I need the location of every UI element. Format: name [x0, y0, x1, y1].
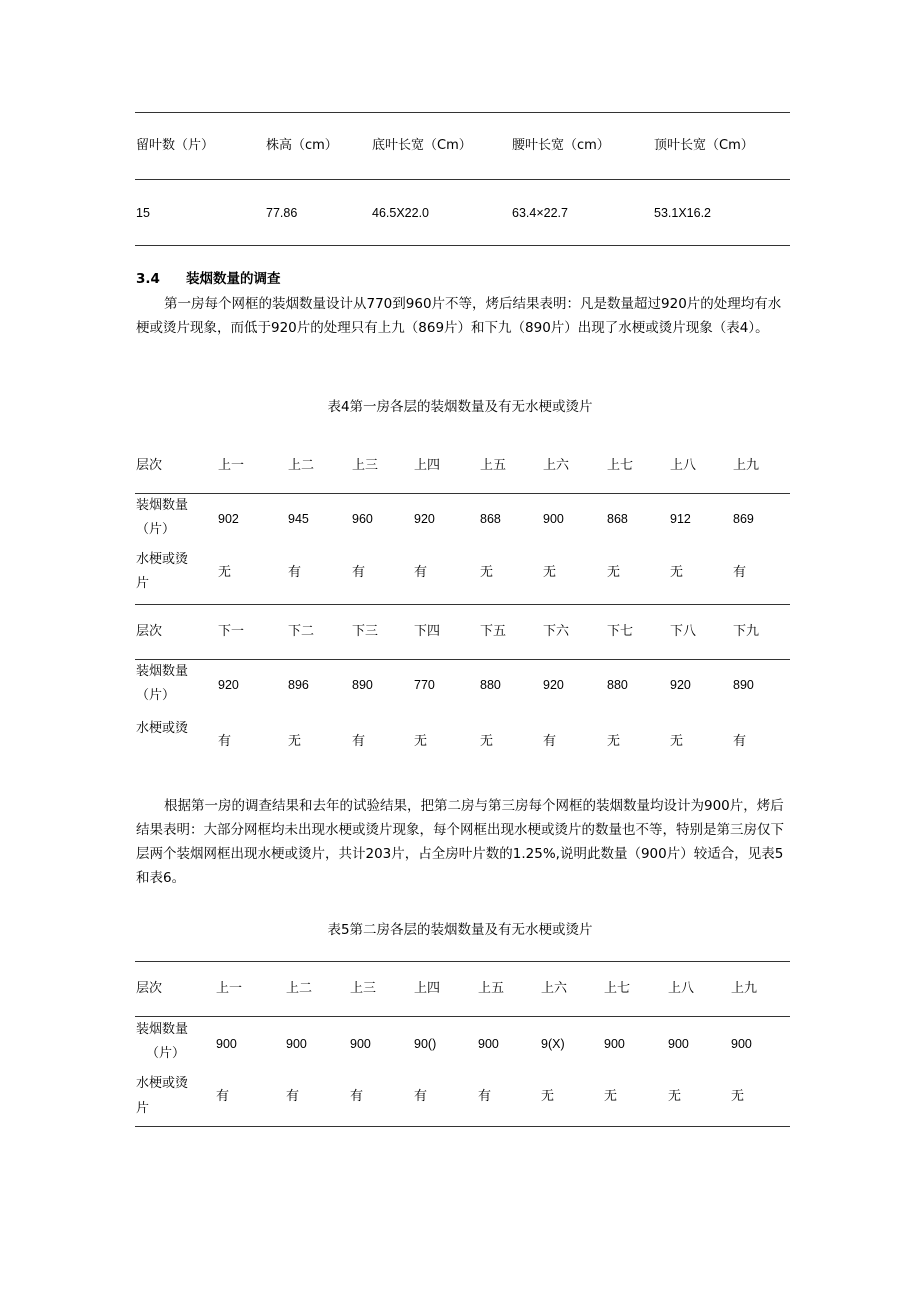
row-label-count: （片） [136, 522, 176, 537]
table-cell: 869 [733, 512, 754, 526]
row-label-issue: 水梗或烫 [136, 721, 189, 736]
table-cell: 960 [352, 512, 373, 526]
column-header: 上六 [543, 458, 570, 473]
table-rule [135, 493, 790, 494]
table-cell: 900 [668, 1037, 689, 1051]
column-header: 上八 [670, 458, 697, 473]
table-cell: 有 [288, 565, 302, 580]
table-cell: 868 [607, 512, 628, 526]
column-header: 上八 [668, 981, 695, 996]
table-rule [135, 112, 790, 113]
table-header-cell: 顶叶长宽（Cm） [654, 138, 754, 153]
table-cell: 有 [352, 734, 366, 749]
table-cell: 900 [543, 512, 564, 526]
table-cell: 有 [414, 565, 428, 580]
table-cell: 有 [733, 565, 747, 580]
table-header-cell: 株高（cm） [266, 138, 338, 153]
column-header: 下七 [607, 624, 634, 639]
column-header: 上四 [414, 458, 441, 473]
table-cell: 有 [414, 1089, 428, 1104]
table-cell: 900 [286, 1037, 307, 1051]
table-cell: 无 [541, 1089, 555, 1104]
table-cell: 46.5X22.0 [372, 206, 429, 220]
table-cell: 有 [350, 1089, 364, 1104]
row-label-issue: 水梗或烫 [136, 1076, 189, 1091]
row-label-layer: 层次 [136, 458, 163, 473]
table-cell: 无 [731, 1089, 745, 1104]
row-label-issue: 片 [136, 1101, 150, 1116]
table-cell: 912 [670, 512, 691, 526]
table-cell: 880 [607, 678, 628, 692]
table-rule [135, 659, 790, 660]
table-cell: 有 [352, 565, 366, 580]
table-cell: 有 [543, 734, 557, 749]
table-cell: 有 [216, 1089, 230, 1104]
section-number: 3.4 [136, 271, 160, 287]
column-header: 上二 [288, 458, 315, 473]
row-label-issue: 片 [136, 576, 150, 591]
table-cell: 无 [604, 1089, 618, 1104]
table-5-caption: 表5第二房各层的装烟数量及有无水梗或烫片 [327, 922, 593, 938]
table-rule [135, 1126, 790, 1127]
paragraph-1: 第一房每个网框的装烟数量设计从770到960片不等，烤后结果表明：凡是数量超过920片的处理均有水梗或烫片现象，而低于920片的处理只有上九（869片）和下九（890片）出现了水梗或烫片现象（表4）。 [136, 296, 782, 336]
column-header: 下八 [670, 624, 697, 639]
column-header: 下九 [733, 624, 760, 639]
table-cell: 无 [480, 565, 494, 580]
row-label-count: 装烟数量 [136, 664, 189, 679]
table-rule [135, 961, 790, 962]
table-cell: 920 [543, 678, 564, 692]
table-cell: 无 [218, 565, 232, 580]
table-cell: 890 [352, 678, 373, 692]
row-label-count: （片） [136, 688, 176, 703]
table-cell: 63.4×22.7 [512, 206, 568, 220]
column-header: 下四 [414, 624, 441, 639]
column-header: 下三 [352, 624, 379, 639]
row-label-layer: 层次 [136, 624, 163, 639]
table-4-caption: 表4第一房各层的装烟数量及有无水梗或烫片 [327, 399, 593, 415]
row-label-layer: 层次 [136, 981, 163, 996]
table-cell: 无 [414, 734, 428, 749]
table-cell: 有 [478, 1089, 492, 1104]
table-cell: 无 [480, 734, 494, 749]
row-label-count: 装烟数量 [136, 1022, 189, 1037]
table-cell: 53.1X16.2 [654, 206, 711, 220]
table-cell: 868 [480, 512, 501, 526]
table-cell: 有 [733, 734, 747, 749]
column-header: 下五 [480, 624, 507, 639]
table-rule [135, 179, 790, 180]
table-cell: 无 [668, 1089, 682, 1104]
table-cell: 890 [733, 678, 754, 692]
section-title: 装烟数量的调查 [186, 271, 281, 287]
table-header-cell: 腰叶长宽（cm） [512, 138, 610, 153]
column-header: 上二 [286, 981, 313, 996]
row-label-count: 装烟数量 [136, 498, 189, 513]
column-header: 上七 [604, 981, 631, 996]
table-cell: 无 [607, 734, 621, 749]
table-rule [135, 604, 790, 605]
table-header-cell: 留叶数（片） [136, 138, 215, 153]
table-cell: 945 [288, 512, 309, 526]
row-label-count: （片） [146, 1046, 186, 1061]
table-cell: 有 [218, 734, 232, 749]
column-header: 上三 [350, 981, 377, 996]
table-cell: 900 [216, 1037, 237, 1051]
table-cell: 无 [288, 734, 302, 749]
table-cell: 77.86 [266, 206, 298, 220]
column-header: 上四 [414, 981, 441, 996]
column-header: 上五 [480, 458, 507, 473]
column-header: 下二 [288, 624, 315, 639]
table-rule [135, 245, 790, 246]
table-cell: 无 [670, 565, 684, 580]
table-cell: 920 [218, 678, 239, 692]
table-cell: 有 [286, 1089, 300, 1104]
table-cell: 无 [670, 734, 684, 749]
table-cell: 9(X) [541, 1037, 565, 1051]
table-header-cell: 底叶长宽（Cm） [372, 138, 472, 153]
column-header: 上五 [478, 981, 505, 996]
table-cell: 900 [731, 1037, 752, 1051]
column-header: 上九 [733, 458, 760, 473]
table-cell: 770 [414, 678, 435, 692]
column-header: 下一 [218, 624, 245, 639]
column-header: 上七 [607, 458, 634, 473]
table-cell: 900 [478, 1037, 499, 1051]
table-cell: 896 [288, 678, 309, 692]
table-cell: 无 [607, 565, 621, 580]
table-cell: 900 [350, 1037, 371, 1051]
table-cell: 902 [218, 512, 239, 526]
column-header: 上六 [541, 981, 568, 996]
table-cell: 920 [414, 512, 435, 526]
table-cell: 90() [414, 1037, 437, 1051]
table-cell: 920 [670, 678, 691, 692]
table-cell: 无 [543, 565, 557, 580]
row-label-issue: 水梗或烫 [136, 552, 189, 567]
column-header: 下六 [543, 624, 570, 639]
table-cell: 15 [136, 206, 150, 220]
table-cell: 900 [604, 1037, 625, 1051]
column-header: 上三 [352, 458, 379, 473]
column-header: 上一 [218, 458, 245, 473]
table-rule [135, 1016, 790, 1017]
paragraph-2: 根据第一房的调查结果和去年的试验结果，把第二房与第三房每个网框的装烟数量均设计为900片，烤后结果表明：大部分网框均未出现水梗或烫片现象，每个网框出现水梗或烫片的数量也不等，特别是第三房仅下层两个装烟网框出现水梗或烫片，共计203片，占全房叶片数的1.25%,说明此数量（900片）较适合，见表5和表6。 [136, 798, 784, 886]
column-header: 上一 [216, 981, 243, 996]
table-cell: 880 [480, 678, 501, 692]
column-header: 上九 [731, 981, 758, 996]
